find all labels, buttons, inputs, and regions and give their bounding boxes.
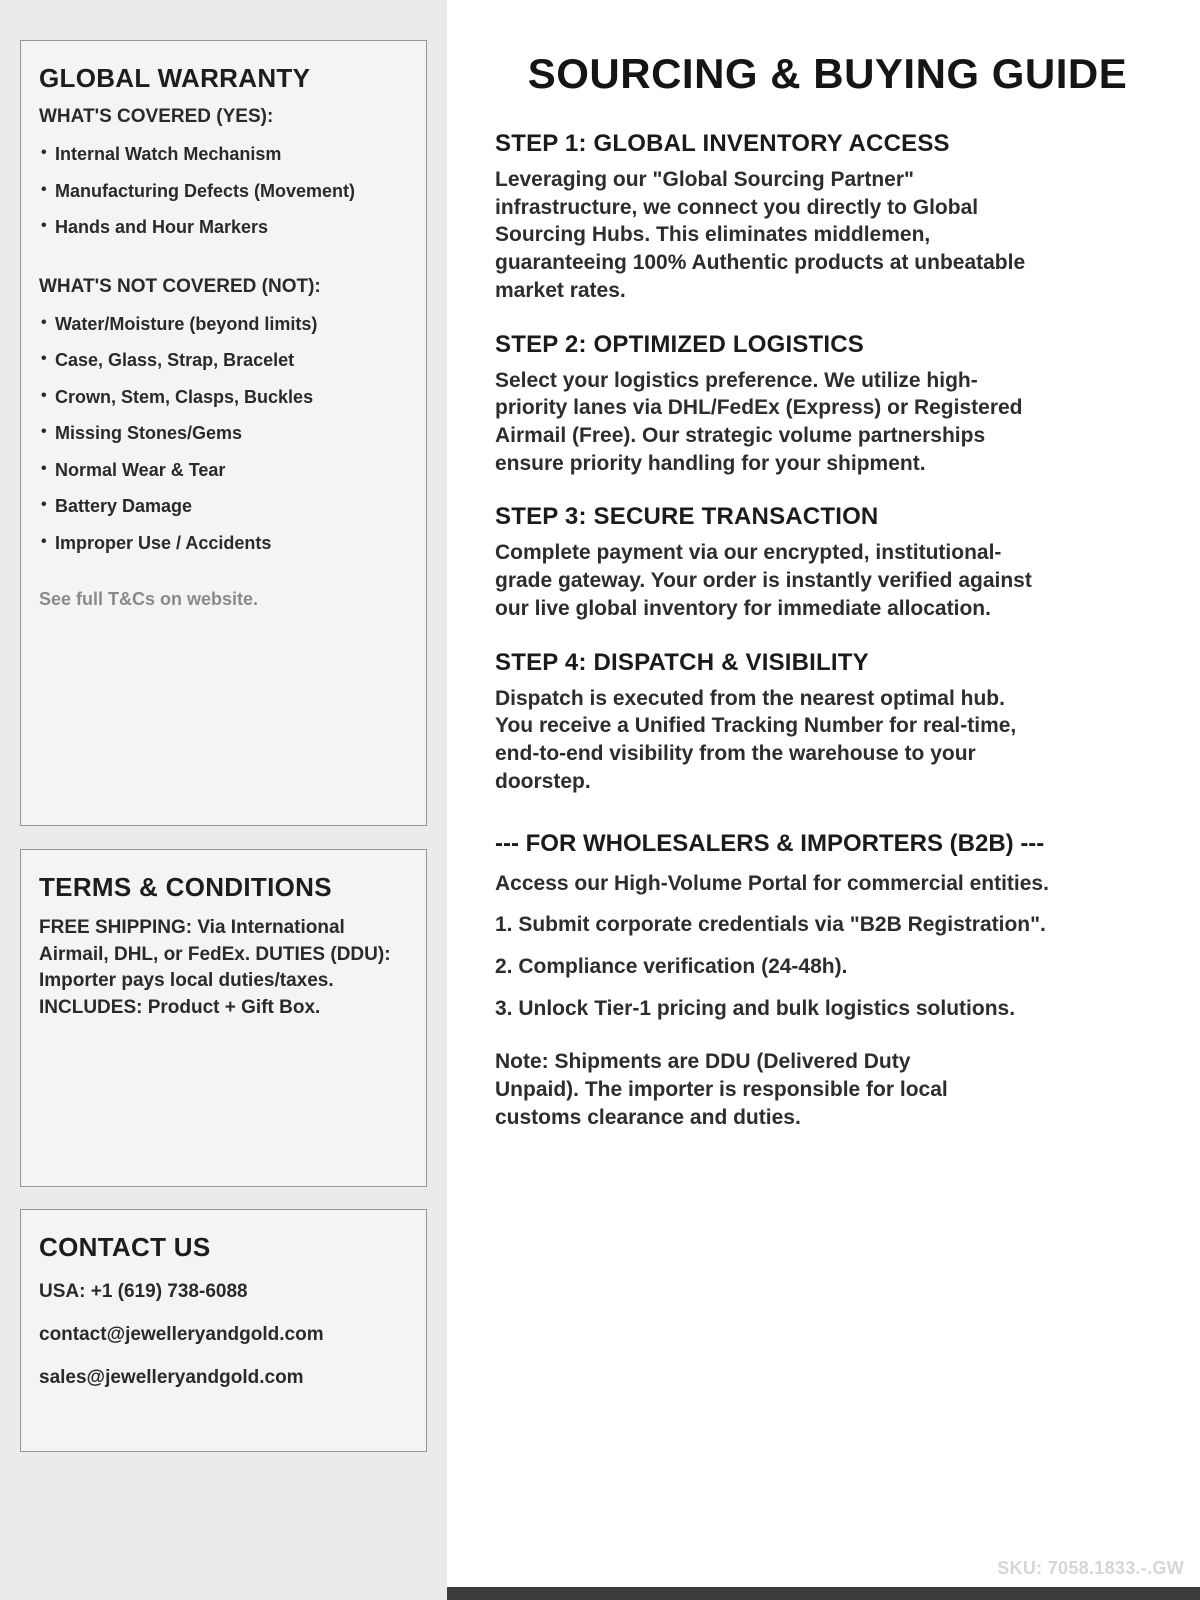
- warranty-title: GLOBAL WARRANTY: [39, 63, 311, 93]
- step-4-body: Dispatch is executed from the nearest optimal hub. You receive a Unified Tracking Number for real-time, end-to-end visibility from the warehouse to your doorstep.: [495, 686, 1017, 793]
- step-4-section: [495, 649, 1160, 796]
- contact-box: [20, 1209, 427, 1452]
- b2b-item: 3. Unlock Tier-1 pricing and bulk logistics solutions.: [495, 996, 1016, 1020]
- step-1-section: [495, 130, 1160, 305]
- not-covered-item: • Improper Use / Accidents: [39, 525, 408, 562]
- step-2-body: Select your logistics preference. We utilize high-priority lanes via DHL/FedEx (Express) or Registered Airmail (Free). Our strategic volume partnerships ensure priority handling for your shipment.: [495, 368, 1023, 475]
- contact-email-sales: sales@jewelleryandgold.com: [39, 1367, 304, 1388]
- b2b-note: Note: Shipments are DDU (Delivered Duty Unpaid). The importer is responsible for local customs clearance and duties.: [495, 1050, 948, 1129]
- b2b-section: [495, 830, 1160, 1132]
- main-content: [447, 0, 1200, 1600]
- bottom-bar: [447, 1587, 1200, 1600]
- contact-phone: USA: +1 (619) 738-6088: [39, 1281, 248, 1302]
- not-covered-item: • Normal Wear & Tear: [39, 452, 408, 489]
- not-covered-list: [39, 306, 408, 562]
- warranty-footnote: See full T&Cs on website.: [39, 589, 259, 609]
- page-title: SOURCING & BUYING GUIDE: [527, 50, 1128, 97]
- step-2-section: [495, 331, 1160, 478]
- step-4-heading: STEP 4: DISPATCH & VISIBILITY: [495, 648, 869, 676]
- step-3-section: [495, 503, 1160, 622]
- terms-box: [20, 849, 427, 1187]
- covered-item: • Manufacturing Defects (Movement): [39, 173, 408, 210]
- sku-label: SKU: 7058.1833.-.GW: [997, 1558, 1184, 1578]
- step-1-body: Leveraging our "Global Sourcing Partner" infrastructure, we connect you directly to Global Sourcing Hubs. This eliminates middlemen, guaranteeing 100% Authentic products at unbeatable market rates.: [495, 168, 1026, 302]
- not-covered-item: • Case, Glass, Strap, Bracelet: [39, 342, 408, 379]
- b2b-item: 2. Compliance verification (24-48h).: [495, 954, 848, 978]
- sidebar: [0, 0, 447, 1600]
- covered-item: • Hands and Hour Markers: [39, 209, 408, 246]
- not-covered-title: WHAT'S NOT COVERED (NOT):: [39, 275, 321, 297]
- not-covered-item: • Battery Damage: [39, 488, 408, 525]
- b2b-heading: --- FOR WHOLESALERS & IMPORTERS (B2B) ---: [495, 829, 1045, 857]
- step-2-heading: STEP 2: OPTIMIZED LOGISTICS: [495, 330, 864, 358]
- contact-title: CONTACT US: [39, 1232, 211, 1262]
- covered-title: WHAT'S COVERED (YES):: [39, 106, 274, 127]
- terms-body: FREE SHIPPING: Via International Airmail, DHL, or FedEx. DUTIES (DDU): Importer pays local duties/taxes. INCLUDES: Product + Gift Box.: [39, 917, 391, 1018]
- terms-title: TERMS & CONDITIONS: [39, 872, 332, 902]
- not-covered-item: • Crown, Stem, Clasps, Buckles: [39, 379, 408, 416]
- not-covered-item: • Missing Stones/Gems: [39, 415, 408, 452]
- contact-email-primary: contact@jewelleryandgold.com: [39, 1324, 324, 1345]
- step-3-heading: STEP 3: SECURE TRANSACTION: [495, 503, 879, 531]
- step-1-heading: STEP 1: GLOBAL INVENTORY ACCESS: [495, 130, 950, 157]
- b2b-item: 1. Submit corporate credentials via "B2B Registration".: [495, 913, 1046, 937]
- covered-list: [39, 136, 408, 246]
- b2b-intro: Access our High-Volume Portal for commercial entities.: [495, 871, 1049, 895]
- not-covered-item: • Water/Moisture (beyond limits): [39, 306, 408, 343]
- step-3-body: Complete payment via our encrypted, institutional-grade gateway. Your order is instantly verified against our live global inventory for immediate allocation.: [495, 541, 1032, 620]
- warranty-box: [20, 40, 427, 826]
- covered-item: • Internal Watch Mechanism: [39, 136, 408, 173]
